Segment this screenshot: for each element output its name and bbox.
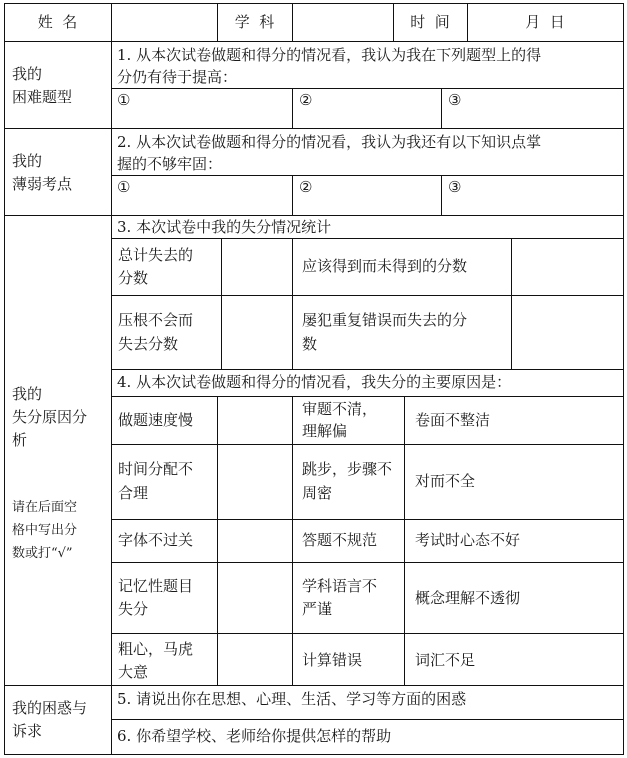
reason-vocab: 词汇不足 xyxy=(415,651,476,669)
reason-skip-1: 跳步，步骤不 xyxy=(302,460,393,478)
rule-stats-b xyxy=(292,238,293,370)
q1-line-2: 分仍有待于提高： xyxy=(117,68,238,86)
reason-time-1: 时间分配不 xyxy=(118,460,194,478)
rule-reason-row1 xyxy=(111,444,624,445)
rule-q1-slot-a xyxy=(292,88,293,129)
border-bottom xyxy=(4,754,624,755)
rule-q2-slot-a xyxy=(292,175,293,216)
reason-terms-2: 严谨 xyxy=(302,600,333,618)
loss-label-3: 析 xyxy=(12,431,28,449)
no-idea-2: 失去分数 xyxy=(118,335,179,353)
should-get-field[interactable] xyxy=(512,239,622,294)
total-loss-field[interactable] xyxy=(222,239,291,294)
loss-label-2: 失分原因分 xyxy=(12,408,88,426)
loss-hint-2: 格中写出分 xyxy=(12,523,78,538)
q2-slot-3[interactable]: ③ xyxy=(448,178,462,196)
rule-reason-c xyxy=(404,396,405,686)
q1-slot-3[interactable]: ③ xyxy=(448,91,462,109)
q2-slot-1[interactable]: ① xyxy=(117,178,131,196)
reason-memory-2: 失分 xyxy=(118,600,149,618)
border-right xyxy=(623,3,624,755)
reason-calc: 计算错误 xyxy=(302,651,363,669)
no-idea-1: 压根不会而 xyxy=(118,311,194,329)
rule-reason-row4 xyxy=(111,633,624,634)
appeal-label-1: 我的困惑与 xyxy=(12,699,88,717)
rule-q4-bottom xyxy=(111,396,624,397)
reason-speed-field[interactable] xyxy=(218,397,291,443)
reason-partial: 对而不全 xyxy=(415,472,476,490)
name-field[interactable] xyxy=(112,4,216,41)
reason-format: 答题不规范 xyxy=(302,531,378,549)
weak-label-1: 我的 xyxy=(12,152,43,170)
weak-label-2: 薄弱考点 xyxy=(12,175,73,193)
border-left xyxy=(4,3,5,755)
reason-speed: 做题速度慢 xyxy=(118,411,194,429)
reason-careless-field[interactable] xyxy=(218,634,291,684)
rule-q1-slot-b xyxy=(441,88,442,129)
rule-section1-bottom xyxy=(4,128,624,129)
q3-text: 3. 本次试卷中我的失分情况统计 xyxy=(117,218,332,236)
q2-line-1: 2. 从本次试卷做题和得分的情况看，我认为我还有以下知识点掌 xyxy=(117,133,542,151)
q5-text[interactable]: 5. 请说出你在思想、心理、生活、学习等方面的困惑 xyxy=(117,690,467,708)
reason-time-2: 合理 xyxy=(118,484,149,502)
reason-review-2: 理解偏 xyxy=(302,422,348,440)
total-loss-2: 分数 xyxy=(118,269,149,287)
difficult-label-2: 困难题型 xyxy=(12,88,73,106)
rule-stats-bottom xyxy=(111,369,624,370)
loss-label-1: 我的 xyxy=(12,385,43,403)
q1-line-1: 1. 从本次试卷做题和得分的情况看，我认为我在下列题型上的得 xyxy=(117,46,542,64)
loss-hint-1: 请在后面空 xyxy=(12,500,78,515)
rule-reason-row2 xyxy=(111,519,624,520)
repeat-error-field[interactable] xyxy=(512,296,622,368)
loss-hint-3: 数或打“√” xyxy=(12,546,73,561)
reason-memory-1: 记忆性题目 xyxy=(118,577,194,595)
reason-memory-field[interactable] xyxy=(218,563,291,632)
total-loss-1: 总计失去的 xyxy=(118,246,194,264)
reason-mood: 考试时心态不好 xyxy=(415,531,521,549)
q2-slot-2[interactable]: ② xyxy=(299,178,313,196)
reason-writing: 字体不过关 xyxy=(118,531,194,549)
rule-header-bottom xyxy=(4,41,624,42)
reason-careless-2: 大意 xyxy=(118,663,149,681)
q1-slot-1[interactable]: ① xyxy=(117,91,131,109)
difficult-label-1: 我的 xyxy=(12,65,43,83)
reason-writing-field[interactable] xyxy=(218,520,291,561)
rule-reason-row3 xyxy=(111,562,624,563)
rule-section3-bottom xyxy=(4,685,624,686)
name-label: 姓 名 xyxy=(37,13,78,31)
appeal-label-2: 诉求 xyxy=(12,722,43,740)
rule-reason-b xyxy=(292,396,293,686)
rule-q2-slot-b xyxy=(441,175,442,216)
rule-label-column xyxy=(111,3,112,755)
reason-time-field[interactable] xyxy=(218,445,291,518)
subject-label: 学 科 xyxy=(234,13,275,31)
q2-line-2: 握的不够牢固： xyxy=(117,155,223,173)
should-get-label: 应该得到而未得到的分数 xyxy=(302,257,468,275)
q6-text[interactable]: 6. 你希望学校、老师给你提供怎样的帮助 xyxy=(117,727,392,745)
rule-q5-bottom xyxy=(111,719,624,720)
reason-skip-2: 周密 xyxy=(302,484,333,502)
time-label: 时 间 xyxy=(410,13,450,31)
repeat-error-1: 屡犯重复错误而失去的分 xyxy=(302,311,468,329)
reason-concept: 概念理解不透彻 xyxy=(415,589,521,607)
q4-text: 4. 从本次试卷做题和得分的情况看，我失分的主要原因是： xyxy=(117,373,512,391)
date-field[interactable]: 月 日 xyxy=(525,13,565,31)
reason-neat: 卷面不整洁 xyxy=(415,411,491,429)
repeat-error-2: 数 xyxy=(302,335,318,353)
reason-careless-1: 粗心，马虎 xyxy=(118,640,194,658)
reason-review-1: 审题不清， xyxy=(302,400,378,418)
subject-field[interactable] xyxy=(293,4,392,41)
no-idea-field[interactable] xyxy=(222,296,291,368)
reason-terms-1: 学科语言不 xyxy=(302,577,378,595)
q1-slot-2[interactable]: ② xyxy=(299,91,313,109)
